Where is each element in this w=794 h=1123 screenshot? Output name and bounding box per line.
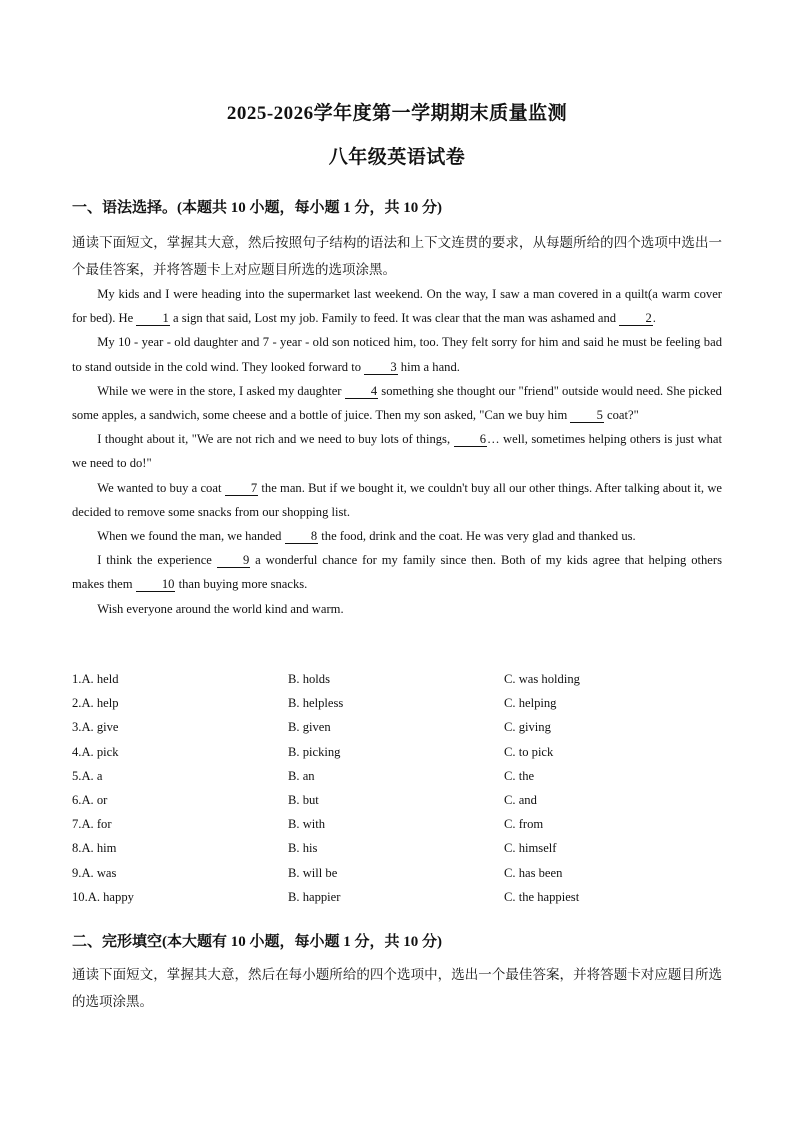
option-a: 2.A. help [72,696,119,711]
blank-5: 5 [570,408,603,423]
option-a: 4.A. pick [72,744,119,759]
blank-6: 6 [454,432,487,447]
passage-paragraph-2 [72,330,722,378]
option-row [72,861,722,885]
grammar-passage [72,282,722,621]
passage-text: My kids and I were heading into the supermarket last weekend. On the way, I saw a man covered in a quilt(a warm cover for bed). He [72,287,722,326]
option-row [72,667,722,691]
passage-text: than buying more snacks. [175,577,308,592]
passage-paragraph-1 [72,282,722,330]
passage-text: the food, drink and the coat. He was very glad and thanked us. [318,529,636,544]
passage-text: something she thought our "friend" outside would need. She picked some apples, a sandwich, some cheese and a bottle of juice. Then my son asked, "Can we buy him [72,383,722,423]
options-list [72,667,722,909]
passage-paragraph-4 [72,427,722,475]
section1-heading: 一、语法选择。(本题共 10 小题，每小题 1 分，共 10 分) [72,200,442,216]
option-c: C. has been [504,865,563,880]
passage-text: a sign that said, Lost my job. Family to feed. It was clear that the man was ashamed and [169,311,620,326]
option-row [72,812,722,836]
passage-text: I think the experience [97,553,217,568]
blank-10: 10 [136,577,176,592]
option-c: C. the [504,768,535,783]
option-b: B. will be [288,865,338,880]
blank-8: 8 [285,529,318,544]
passage-text: We wanted to buy a coat [97,480,225,495]
blank-2: 2 [619,311,652,326]
blank-1: 1 [136,311,169,326]
passage-text: . [652,311,656,326]
option-row [72,740,722,764]
passage-paragraph-6 [72,524,722,548]
passage-text: While we were in the store, I asked my daughter [97,383,345,398]
option-b: B. given [288,720,331,735]
passage-text: him a hand. [397,359,460,374]
option-b: B. an [288,768,315,783]
option-a: 5.A. a [72,768,103,783]
option-row [72,836,722,860]
blank-7: 7 [225,481,258,496]
passage-text: When we found the man, we handed [97,529,285,544]
section1-instruction: 通读下面短文，掌握其大意，然后按照句子结构的语法和上下文连贯的要求，从每题所给的四个选项中选出一个最佳答案，并将答题卡上对应题目所选的选项涂黑。 [72,235,722,277]
option-a: 10.A. happy [72,889,134,904]
option-row [72,885,722,909]
option-a: 6.A. or [72,792,108,807]
exam-title: 2025-2026学年度第一学期期末质量监测 [226,103,568,124]
option-b: B. picking [288,744,341,759]
passage-paragraph-5 [72,476,722,524]
option-c: C. giving [504,720,551,735]
option-b: B. happier [288,889,341,904]
section2-instruction: 通读下面短文，掌握其大意，然后在每小题所给的四个选项中，选出一个最佳答案，并将答题卡对应题目所选的选项涂黑。 [72,967,722,1009]
exam-subtitle: 八年级英语试卷 [328,147,466,168]
blank-3: 3 [364,360,397,375]
passage-text: … well, sometimes helping others is just what we need to do!" [72,432,722,471]
option-b: B. holds [288,672,330,686]
option-row [72,715,722,739]
section2-heading: 二、完形填空(本大题有 10 小题，每小题 1 分，共 10 分) [72,934,442,950]
option-row [72,788,722,812]
option-row [72,764,722,788]
option-c: C. himself [504,841,557,856]
passage-paragraph-7 [72,548,722,596]
passage-text: I thought about it, "We are not rich and we need to buy lots of things, [97,432,454,447]
passage-text: the man. But if we bought it, we couldn't buy all our other things. After talking about it, we decided to remove some snacks from our shopping list. [72,480,722,519]
passage-text: My 10 - year - old daughter and 7 - year - old son noticed him, too. They felt sorry for him and said he must be feeling bad to stand outside in the cold wind. They looked forward to [72,335,722,374]
option-b: B. his [288,841,318,856]
option-b: B. with [288,817,326,832]
passage-text: a wonderful chance for my family since then. Both of my kids agree that helping others makes them [72,553,722,592]
option-b: B. helpless [288,696,344,711]
option-c: C. and [504,792,537,807]
option-c: C. was holding [504,672,580,686]
option-c: C. to pick [504,744,554,759]
passage-paragraph-8: Wish everyone around the world kind and warm. [97,601,344,616]
option-row [72,691,722,715]
option-c: C. from [504,817,544,832]
option-a: 8.A. him [72,841,117,856]
blank-4: 4 [345,384,378,399]
passage-text: coat?" [603,408,639,423]
option-c: C. helping [504,696,557,711]
blank-9: 9 [217,553,250,568]
option-a: 9.A. was [72,865,117,880]
option-a: 7.A. for [72,817,112,832]
option-c: C. the happiest [504,889,580,904]
option-a: 1.A. held [72,672,119,686]
option-a: 3.A. give [72,720,119,735]
passage-paragraph-3 [72,379,722,427]
option-b: B. but [288,792,319,807]
